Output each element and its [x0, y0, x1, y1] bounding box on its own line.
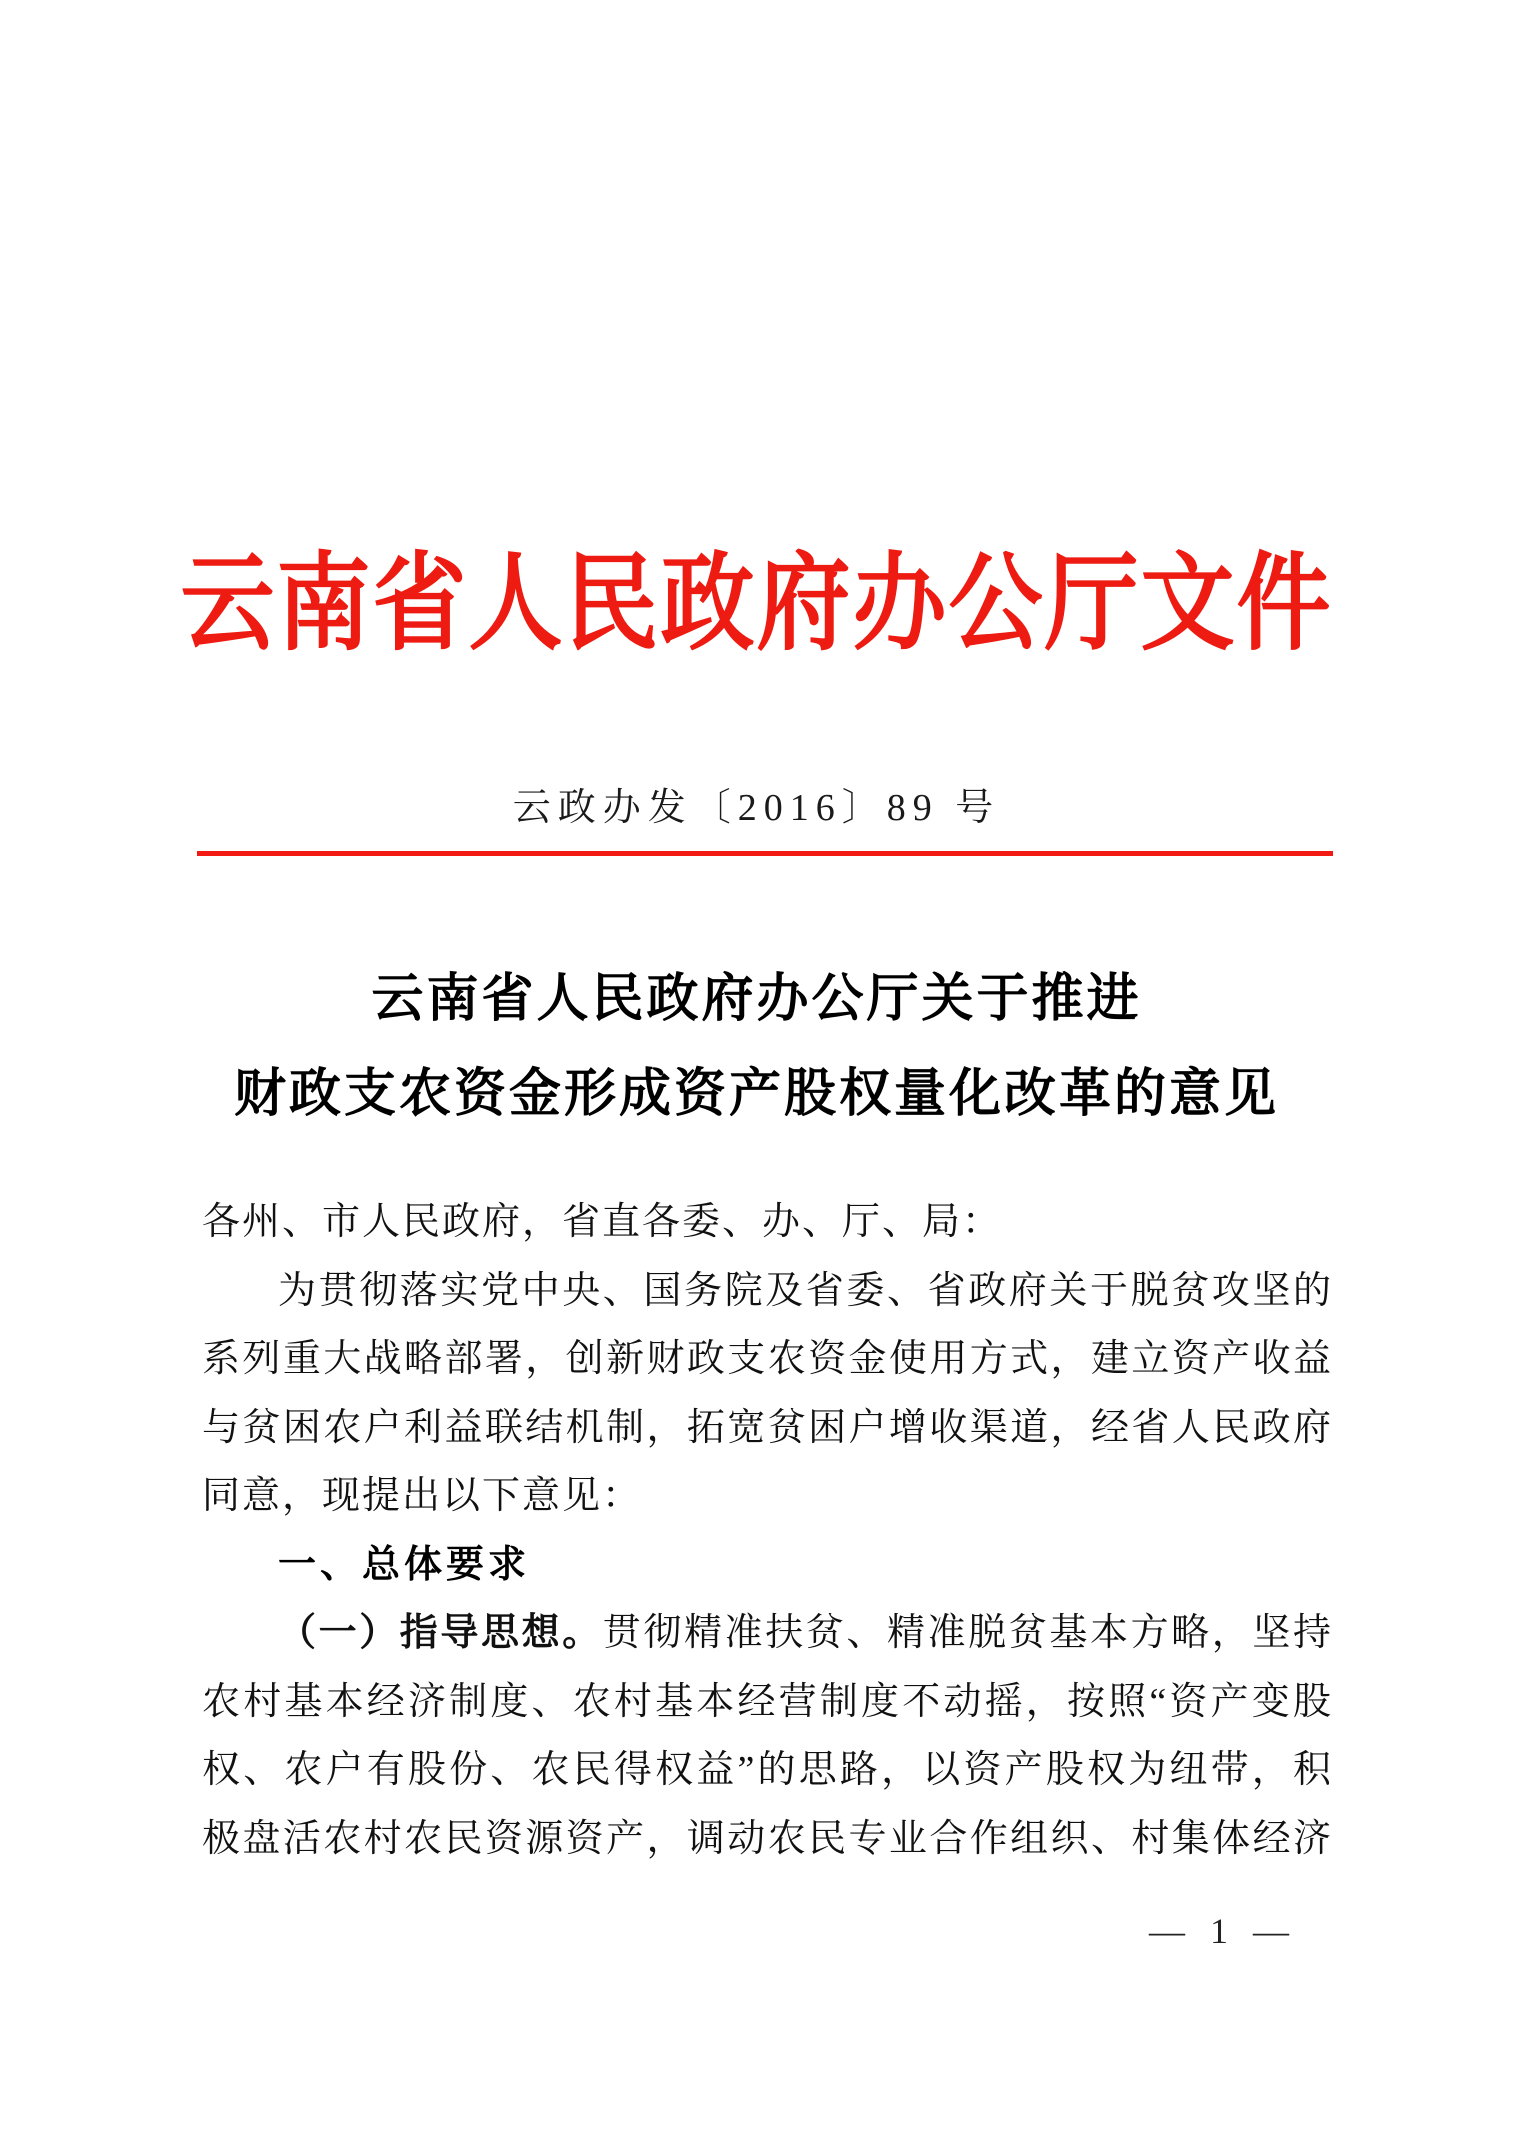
paragraph-line: 与贫困农户利益联结机制，拓宽贫困户增收渠道，经省人民政府	[202, 1406, 1333, 1449]
paragraph-line: 系列重大战略部署，创新财政支农资金使用方式，建立资产收益	[202, 1338, 1333, 1380]
document-number: 云政办发〔2016〕89 号	[512, 787, 1001, 829]
document-body	[202, 1188, 1333, 1873]
document-title-line2: 财政支农资金形成资产股权量化改革的意见	[233, 1066, 1279, 1123]
red-divider-line	[197, 851, 1333, 856]
salutation-line: 各州、市人民政府，省直各委、办、厅、局：	[202, 1201, 1003, 1243]
paragraph-line: 权、农户有股份、农民得权益”的思路，以资产股权为纽带，积	[202, 1749, 1333, 1791]
document-title-line1: 云南省人民政府办公厅关于推进	[371, 971, 1142, 1028]
section-heading: 一、总体要求	[278, 1543, 531, 1586]
paragraph-line: 同意，现提出以下意见：	[202, 1475, 643, 1517]
masthead-title: 云南省人民政府办公厅文件	[180, 546, 1333, 664]
paragraph-line: 为贯彻落实党中央、国务院及省委、省政府关于脱贫攻坚的	[278, 1269, 1333, 1312]
paragraph-line: 极盘活农村农民资源资产，调动农民专业合作组织、村集体经济	[202, 1817, 1333, 1860]
paragraph-line: 农村基本经济制度、农村基本经营制度不动摇，按照“资产变股	[202, 1680, 1333, 1723]
paragraph-line	[202, 1599, 1333, 1668]
paragraph-lead: （一）指导思想。	[278, 1612, 603, 1654]
page-number: — 1 —	[1149, 1911, 1297, 1951]
paragraph-text: 贯彻精准扶贫、精准脱贫基本方略，坚持	[602, 1612, 1333, 1654]
document-title	[0, 952, 1513, 1142]
